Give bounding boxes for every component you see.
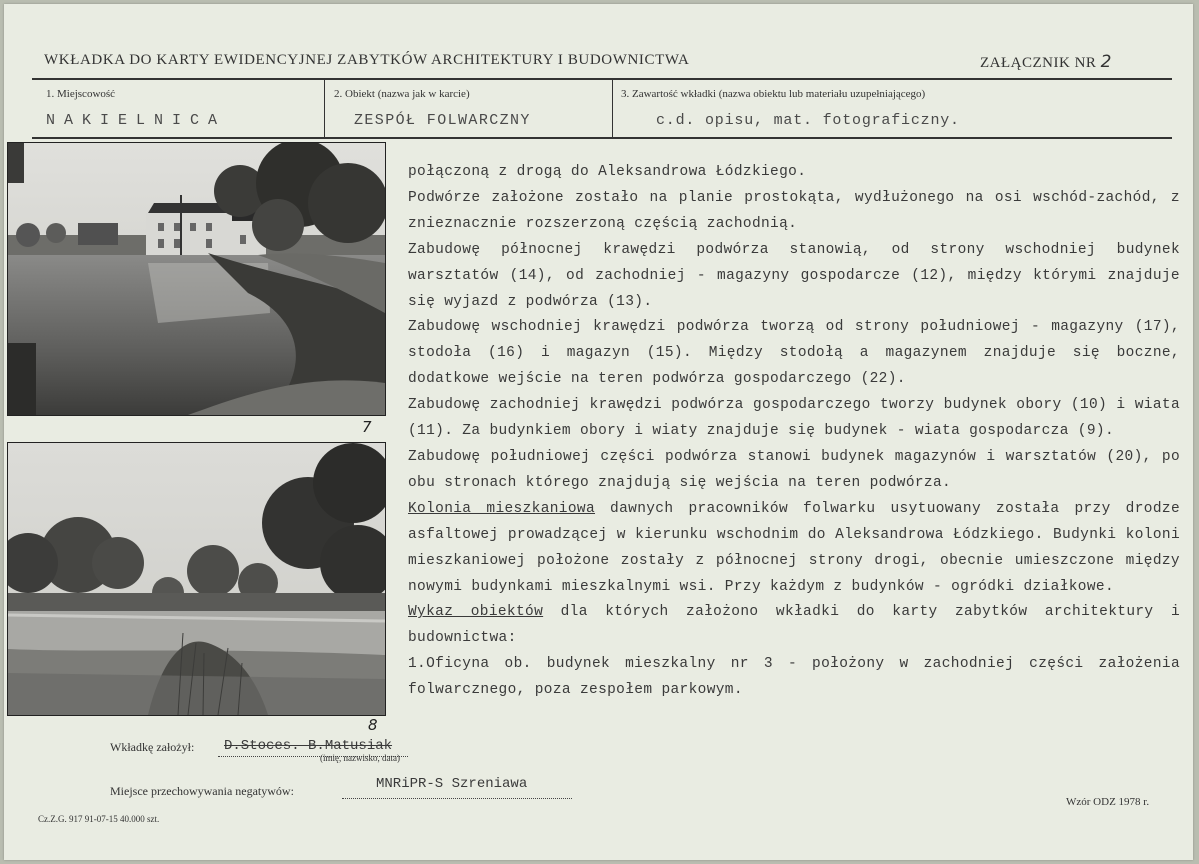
card-title: WKŁADKA DO KARTY EWIDENCYJNEJ ZABYTKÓW ARCHITEKTURY I BUDOWNICTWA [44,52,690,68]
location-value: NAKIELNICA [46,112,227,129]
attachment-label-text: ZAŁĄCZNIK NR [980,55,1097,71]
paragraph-object-1: 1.Oficyna ob. budynek mieszkalny nr 3 - położony w zachodniej części założenia folwarcznego, poza zespołem parkowym. [408,656,1180,699]
form-code: Wzór ODZ 1978 r. [1066,796,1150,808]
description-text [408,160,1180,704]
negatives-value: MNRiPR-S Szreniawa [376,776,528,792]
object-list-text: dla których założono wkładki do karty zabytków architektury i budownictwa: [408,604,1180,647]
photo-number-7: 7 [362,418,372,436]
author-hint: (imię, nazwisko, data) [320,753,400,763]
contents-label: 3. Zawartość wkładki (nazwa obiektu lub materiału uzupełniającego) [621,88,926,100]
paragraph: połączoną z drogą do Aleksandrowa Łódzkiego. [408,164,807,180]
paragraph: Zabudowę południowej części podwórza stanowi budynek magazynów i warsztatów (20), po obu stronach którego znajdują się wejścia na teren podwórza. [408,448,1180,491]
colony-heading: Kolonia mieszkaniowa [408,500,596,517]
paragraph: Zabudowę północnej krawędzi podwórza stanowią, od strony wschodniej budynek warsztatów (14), od zachodniej - magazyny gospodarcze (12), między którymi znajduje się wyjazd z podwórza (13). [408,241,1180,310]
print-code: Cz.Z.G. 917 91-07-15 40.000 szt. [38,814,160,824]
colony-text: dawnych pracowników folwarku usytuowany została przy drodze asfaltowej prowadzącej w kierunku wschodnim do Aleksandrowa Łódzkiego. Budynki koloni mieszkaniowej położone zostały z północnej strony drogi, obecnie umieszczone między nowymi budynkami mieszkalnymi wsi. Przy każdym z budynków - ogródki działkowe. [408,500,1180,595]
photo-number-8: 8 [368,716,378,734]
photo-pond-trees [7,442,386,716]
author-label: Wkładkę założył: [110,740,195,754]
paragraph-object-list [408,600,1180,652]
field-divider-1 [324,80,325,137]
object-label: 2. Obiekt (nazwa jak w karcie) [334,88,470,100]
location-label: 1. Miejscowość [46,88,116,100]
photo-building-pond [7,142,386,416]
negatives-dotline [342,798,572,799]
paragraph: Podwórze założone zostało na planie prostokąta, wydłużonego na osi wschód-zachód, z znieznacznie rozszerzoną częścią zachodnią. [408,189,1180,232]
record-card [4,4,1193,860]
header-rule-top [32,78,1172,80]
header-rule-bottom [32,137,1172,139]
paragraph-colony [408,497,1180,601]
paragraph: Zabudowę wschodniej krawędzi podwórza tworzą od strony południowej - magazyny (17), stodoła (16) i magazyn (15). Między stodołą a magazynem znajduje się boczne, dodatkowe wejście na teren podwórza gospodarczego (22). [408,319,1180,388]
author-value: D.Stoces. B.Matusiak [224,738,393,754]
field-divider-2 [612,80,613,137]
contents-value: c.d. opisu, mat. fotograficzny. [656,112,960,129]
attachment-number: 2 [1100,52,1112,72]
paragraph: Zabudowę zachodniej krawędzi podwórza gospodarczego tworzy budynek obory (10) i wiata (11). Za budynkiem obory i wiaty znajduje się budynek - wiata gospodarcza (9). [408,397,1180,440]
attachment-label [980,52,1112,72]
object-list-heading: Wykaz obiektów [408,604,544,621]
negatives-label: Miejsce przechowywania negatywów: [110,784,294,798]
object-value: ZESPÓŁ FOLWARCZNY [354,112,531,129]
